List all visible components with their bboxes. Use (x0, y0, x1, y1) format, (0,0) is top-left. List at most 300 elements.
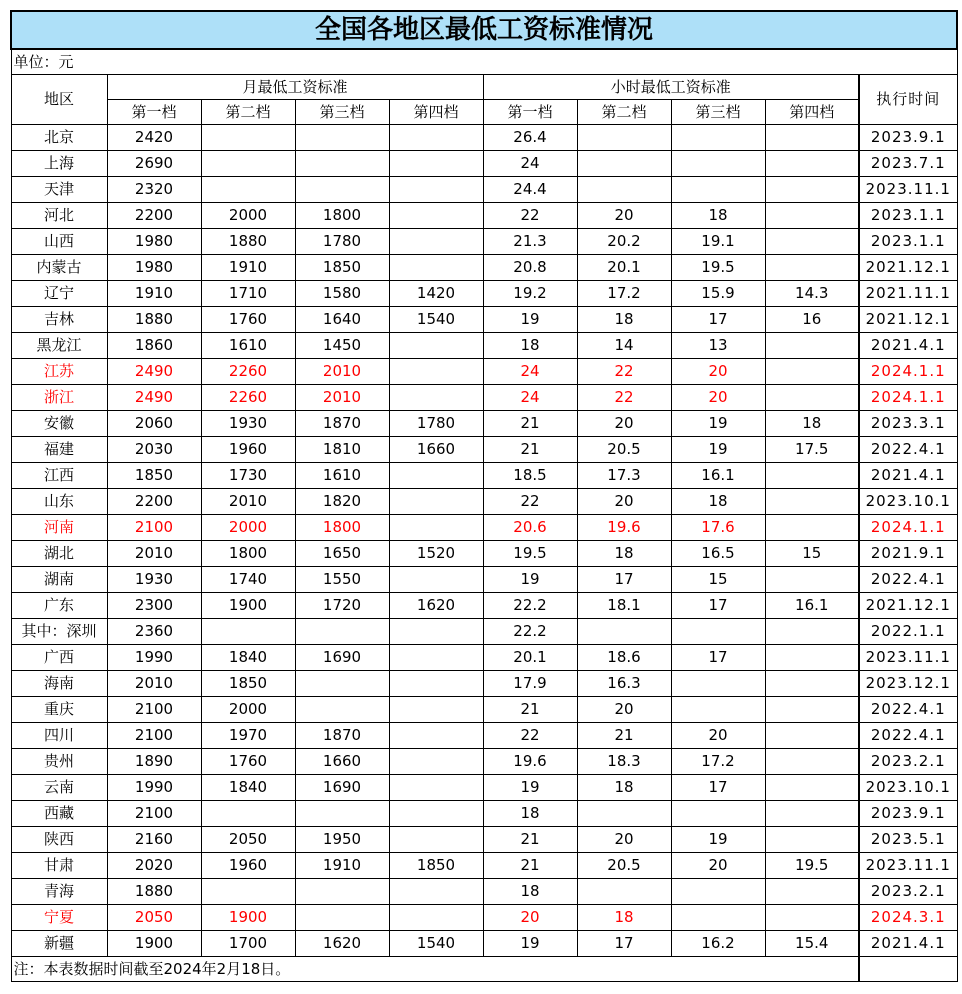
hourly-tier-4-cell: 15 (765, 541, 859, 567)
hourly-tier-3-cell (671, 671, 765, 697)
date-cell: 2023.11.1 (859, 177, 957, 203)
monthly-tier-3-cell: 2010 (295, 359, 389, 385)
region-cell: 新疆 (11, 931, 107, 957)
monthly-tier-2-cell: 2000 (201, 515, 295, 541)
monthly-tier-2-cell: 1930 (201, 411, 295, 437)
note-empty-cell (859, 957, 957, 982)
monthly-tier-1-cell: 1930 (107, 567, 201, 593)
region-cell: 山西 (11, 229, 107, 255)
monthly-tier-3-cell: 1950 (295, 827, 389, 853)
date-cell: 2022.4.1 (859, 723, 957, 749)
table-row (11, 827, 957, 853)
region-cell: 甘肃 (11, 853, 107, 879)
monthly-tier-1-cell: 1880 (107, 307, 201, 333)
monthly-tier-4-cell (389, 151, 483, 177)
hourly-tier-4-cell (765, 463, 859, 489)
monthly-tier-2-cell: 1900 (201, 593, 295, 619)
hourly-tier-1-cell: 24 (483, 151, 577, 177)
region-cell: 广东 (11, 593, 107, 619)
hourly-tier-2-cell: 22 (577, 359, 671, 385)
date-cell: 2023.10.1 (859, 489, 957, 515)
monthly-tier-2-cell: 1910 (201, 255, 295, 281)
monthly-tier-4-cell (389, 697, 483, 723)
hourly-tier-1-cell: 21 (483, 853, 577, 879)
table-row (11, 307, 957, 333)
header-hourly-tier-2: 第二档 (577, 100, 671, 125)
monthly-tier-3-cell: 1810 (295, 437, 389, 463)
monthly-tier-1-cell: 1980 (107, 229, 201, 255)
hourly-tier-4-cell: 16 (765, 307, 859, 333)
region-cell: 其中：深圳 (11, 619, 107, 645)
region-cell: 贵州 (11, 749, 107, 775)
hourly-tier-1-cell: 22.2 (483, 593, 577, 619)
monthly-tier-4-cell (389, 801, 483, 827)
monthly-tier-3-cell: 1910 (295, 853, 389, 879)
unit-label: 单位：元 (11, 49, 957, 75)
date-cell: 2023.11.1 (859, 853, 957, 879)
hourly-tier-4-cell (765, 723, 859, 749)
date-cell: 2023.9.1 (859, 125, 957, 151)
table-row (11, 463, 957, 489)
note-row (11, 957, 957, 982)
monthly-tier-4-cell (389, 385, 483, 411)
hourly-tier-1-cell: 20.6 (483, 515, 577, 541)
table-row (11, 775, 957, 801)
region-cell: 湖北 (11, 541, 107, 567)
header-monthly: 月最低工资标准 (107, 75, 483, 100)
hourly-tier-1-cell: 22 (483, 723, 577, 749)
table-row (11, 749, 957, 775)
header-hourly-tier-1: 第一档 (483, 100, 577, 125)
hourly-tier-3-cell: 18 (671, 203, 765, 229)
monthly-tier-4-cell (389, 827, 483, 853)
hourly-tier-2-cell: 20 (577, 697, 671, 723)
hourly-tier-2-cell: 17 (577, 567, 671, 593)
hourly-tier-3-cell: 19 (671, 827, 765, 853)
region-cell: 湖南 (11, 567, 107, 593)
hourly-tier-4-cell (765, 151, 859, 177)
monthly-tier-3-cell: 1450 (295, 333, 389, 359)
header-hourly: 小时最低工资标准 (483, 75, 859, 100)
date-cell: 2024.1.1 (859, 359, 957, 385)
table-note: 注：本表数据时间截至2024年2月18日。 (11, 957, 859, 982)
hourly-tier-4-cell (765, 879, 859, 905)
hourly-tier-4-cell (765, 229, 859, 255)
monthly-tier-4-cell: 1780 (389, 411, 483, 437)
hourly-tier-3-cell (671, 697, 765, 723)
hourly-tier-1-cell: 21 (483, 411, 577, 437)
hourly-tier-4-cell: 18 (765, 411, 859, 437)
monthly-tier-2-cell: 2000 (201, 697, 295, 723)
monthly-tier-3-cell: 1780 (295, 229, 389, 255)
date-cell: 2021.9.1 (859, 541, 957, 567)
monthly-tier-3-cell: 1870 (295, 411, 389, 437)
monthly-tier-2-cell: 1840 (201, 645, 295, 671)
hourly-tier-3-cell: 17.2 (671, 749, 765, 775)
hourly-tier-3-cell: 19.1 (671, 229, 765, 255)
table-row (11, 203, 957, 229)
hourly-tier-2-cell: 20 (577, 827, 671, 853)
monthly-tier-3-cell: 1650 (295, 541, 389, 567)
hourly-tier-4-cell (765, 619, 859, 645)
monthly-tier-4-cell (389, 125, 483, 151)
hourly-tier-3-cell: 13 (671, 333, 765, 359)
monthly-tier-4-cell (389, 879, 483, 905)
hourly-tier-4-cell (765, 515, 859, 541)
table-row (11, 515, 957, 541)
monthly-tier-4-cell (389, 333, 483, 359)
hourly-tier-2-cell: 18 (577, 307, 671, 333)
region-cell: 江苏 (11, 359, 107, 385)
table-row (11, 359, 957, 385)
monthly-tier-1-cell: 2320 (107, 177, 201, 203)
hourly-tier-4-cell: 15.4 (765, 931, 859, 957)
monthly-tier-3-cell: 1870 (295, 723, 389, 749)
hourly-tier-1-cell: 17.9 (483, 671, 577, 697)
monthly-tier-4-cell: 1520 (389, 541, 483, 567)
monthly-tier-3-cell: 1720 (295, 593, 389, 619)
date-cell: 2021.4.1 (859, 333, 957, 359)
monthly-tier-4-cell (389, 463, 483, 489)
table-row (11, 671, 957, 697)
monthly-tier-4-cell (389, 177, 483, 203)
date-cell: 2023.1.1 (859, 229, 957, 255)
hourly-tier-2-cell: 20.5 (577, 853, 671, 879)
hourly-tier-3-cell (671, 151, 765, 177)
monthly-tier-2-cell: 1710 (201, 281, 295, 307)
table-row (11, 229, 957, 255)
header-region: 地区 (11, 75, 107, 125)
hourly-tier-3-cell: 17.6 (671, 515, 765, 541)
hourly-tier-2-cell: 18 (577, 541, 671, 567)
date-cell: 2023.5.1 (859, 827, 957, 853)
monthly-tier-1-cell: 2160 (107, 827, 201, 853)
monthly-tier-1-cell: 2010 (107, 541, 201, 567)
monthly-tier-3-cell: 1800 (295, 203, 389, 229)
region-cell: 内蒙古 (11, 255, 107, 281)
region-cell: 吉林 (11, 307, 107, 333)
hourly-tier-3-cell: 18 (671, 489, 765, 515)
hourly-tier-2-cell: 18.3 (577, 749, 671, 775)
hourly-tier-4-cell: 14.3 (765, 281, 859, 307)
monthly-tier-2-cell: 2260 (201, 385, 295, 411)
region-cell: 广西 (11, 645, 107, 671)
hourly-tier-3-cell (671, 125, 765, 151)
monthly-tier-4-cell (389, 359, 483, 385)
region-cell: 北京 (11, 125, 107, 151)
monthly-tier-1-cell: 2420 (107, 125, 201, 151)
table-row (11, 333, 957, 359)
region-cell: 河南 (11, 515, 107, 541)
monthly-tier-2-cell: 1610 (201, 333, 295, 359)
table-row (11, 905, 957, 931)
monthly-tier-3-cell: 1690 (295, 775, 389, 801)
hourly-tier-1-cell: 19 (483, 931, 577, 957)
hourly-tier-2-cell: 20 (577, 203, 671, 229)
hourly-tier-3-cell: 19 (671, 411, 765, 437)
hourly-tier-3-cell: 16.5 (671, 541, 765, 567)
hourly-tier-4-cell (765, 801, 859, 827)
header-hourly-tier-4: 第四档 (765, 100, 859, 125)
monthly-tier-4-cell (389, 749, 483, 775)
date-cell: 2023.9.1 (859, 801, 957, 827)
hourly-tier-3-cell: 20 (671, 723, 765, 749)
hourly-tier-4-cell (765, 125, 859, 151)
hourly-tier-3-cell: 15.9 (671, 281, 765, 307)
monthly-tier-1-cell: 1990 (107, 645, 201, 671)
monthly-tier-2-cell (201, 619, 295, 645)
monthly-tier-4-cell (389, 619, 483, 645)
hourly-tier-1-cell: 19.5 (483, 541, 577, 567)
hourly-tier-4-cell: 19.5 (765, 853, 859, 879)
date-cell: 2022.4.1 (859, 697, 957, 723)
hourly-tier-2-cell: 19.6 (577, 515, 671, 541)
table-row (11, 567, 957, 593)
hourly-tier-3-cell (671, 619, 765, 645)
monthly-tier-2-cell (201, 125, 295, 151)
hourly-tier-1-cell: 26.4 (483, 125, 577, 151)
hourly-tier-4-cell (765, 385, 859, 411)
monthly-tier-2-cell: 1740 (201, 567, 295, 593)
monthly-tier-2-cell: 2010 (201, 489, 295, 515)
hourly-tier-3-cell: 17 (671, 307, 765, 333)
header-hourly-tier-3: 第三档 (671, 100, 765, 125)
region-cell: 福建 (11, 437, 107, 463)
hourly-tier-4-cell (765, 697, 859, 723)
hourly-tier-4-cell (765, 905, 859, 931)
monthly-tier-4-cell: 1540 (389, 931, 483, 957)
min-wage-table (10, 10, 958, 982)
region-cell: 安徽 (11, 411, 107, 437)
date-cell: 2023.12.1 (859, 671, 957, 697)
header-monthly-tier-4: 第四档 (389, 100, 483, 125)
date-cell: 2021.12.1 (859, 255, 957, 281)
monthly-tier-4-cell (389, 905, 483, 931)
monthly-tier-3-cell (295, 879, 389, 905)
date-cell: 2023.2.1 (859, 749, 957, 775)
hourly-tier-2-cell: 17.2 (577, 281, 671, 307)
monthly-tier-1-cell: 2100 (107, 697, 201, 723)
monthly-tier-1-cell: 2100 (107, 801, 201, 827)
monthly-tier-4-cell (389, 515, 483, 541)
hourly-tier-1-cell: 24.4 (483, 177, 577, 203)
region-cell: 辽宁 (11, 281, 107, 307)
monthly-tier-3-cell: 1610 (295, 463, 389, 489)
monthly-tier-2-cell: 1760 (201, 749, 295, 775)
region-cell: 青海 (11, 879, 107, 905)
monthly-tier-1-cell: 1860 (107, 333, 201, 359)
monthly-tier-1-cell: 2050 (107, 905, 201, 931)
hourly-tier-2-cell: 14 (577, 333, 671, 359)
monthly-tier-4-cell (389, 645, 483, 671)
hourly-tier-1-cell: 24 (483, 359, 577, 385)
hourly-tier-2-cell (577, 125, 671, 151)
region-cell: 云南 (11, 775, 107, 801)
date-cell: 2023.7.1 (859, 151, 957, 177)
table-row (11, 385, 957, 411)
monthly-tier-1-cell: 1910 (107, 281, 201, 307)
monthly-tier-2-cell: 1850 (201, 671, 295, 697)
monthly-tier-4-cell (389, 723, 483, 749)
monthly-tier-3-cell: 1850 (295, 255, 389, 281)
table-row (11, 177, 957, 203)
monthly-tier-4-cell (389, 229, 483, 255)
monthly-tier-3-cell: 1640 (295, 307, 389, 333)
monthly-tier-3-cell (295, 801, 389, 827)
monthly-tier-3-cell (295, 151, 389, 177)
monthly-tier-3-cell: 1580 (295, 281, 389, 307)
monthly-tier-4-cell (389, 671, 483, 697)
monthly-tier-2-cell: 1970 (201, 723, 295, 749)
hourly-tier-1-cell: 18 (483, 879, 577, 905)
hourly-tier-3-cell: 20 (671, 385, 765, 411)
hourly-tier-4-cell (765, 333, 859, 359)
hourly-tier-2-cell: 22 (577, 385, 671, 411)
monthly-tier-4-cell: 1420 (389, 281, 483, 307)
monthly-tier-3-cell: 1550 (295, 567, 389, 593)
monthly-tier-1-cell: 1880 (107, 879, 201, 905)
monthly-tier-3-cell (295, 619, 389, 645)
hourly-tier-1-cell: 19.6 (483, 749, 577, 775)
table-row (11, 281, 957, 307)
date-cell: 2023.1.1 (859, 203, 957, 229)
hourly-tier-3-cell: 17 (671, 645, 765, 671)
monthly-tier-1-cell: 2100 (107, 515, 201, 541)
hourly-tier-2-cell (577, 619, 671, 645)
hourly-tier-4-cell (765, 827, 859, 853)
table-row (11, 931, 957, 957)
table-title: 全国各地区最低工资标准情况 (11, 11, 957, 49)
hourly-tier-2-cell: 20 (577, 489, 671, 515)
hourly-tier-1-cell: 21 (483, 827, 577, 853)
hourly-tier-3-cell (671, 879, 765, 905)
hourly-tier-2-cell (577, 177, 671, 203)
hourly-tier-3-cell: 16.1 (671, 463, 765, 489)
hourly-tier-2-cell: 20.1 (577, 255, 671, 281)
date-cell: 2023.3.1 (859, 411, 957, 437)
monthly-tier-2-cell: 1900 (201, 905, 295, 931)
date-cell: 2023.11.1 (859, 645, 957, 671)
date-cell: 2021.11.1 (859, 281, 957, 307)
monthly-tier-1-cell: 2690 (107, 151, 201, 177)
monthly-tier-1-cell: 2020 (107, 853, 201, 879)
hourly-tier-4-cell: 17.5 (765, 437, 859, 463)
monthly-tier-1-cell: 1850 (107, 463, 201, 489)
hourly-tier-2-cell: 20 (577, 411, 671, 437)
monthly-tier-2-cell (201, 879, 295, 905)
monthly-tier-3-cell: 1660 (295, 749, 389, 775)
monthly-tier-4-cell (389, 567, 483, 593)
hourly-tier-4-cell (765, 203, 859, 229)
monthly-tier-1-cell: 1890 (107, 749, 201, 775)
hourly-tier-3-cell: 17 (671, 775, 765, 801)
region-cell: 宁夏 (11, 905, 107, 931)
hourly-tier-1-cell: 18 (483, 801, 577, 827)
hourly-tier-1-cell: 20.1 (483, 645, 577, 671)
monthly-tier-2-cell: 1760 (201, 307, 295, 333)
hourly-tier-3-cell: 17 (671, 593, 765, 619)
table-row (11, 437, 957, 463)
header-monthly-tier-3: 第三档 (295, 100, 389, 125)
hourly-tier-1-cell: 19 (483, 567, 577, 593)
hourly-tier-2-cell: 20.5 (577, 437, 671, 463)
hourly-tier-3-cell: 16.2 (671, 931, 765, 957)
hourly-tier-3-cell (671, 905, 765, 931)
monthly-tier-4-cell: 1850 (389, 853, 483, 879)
region-cell: 黑龙江 (11, 333, 107, 359)
hourly-tier-2-cell: 18.1 (577, 593, 671, 619)
hourly-tier-4-cell (765, 567, 859, 593)
date-cell: 2023.10.1 (859, 775, 957, 801)
monthly-tier-2-cell: 1840 (201, 775, 295, 801)
hourly-tier-1-cell: 21.3 (483, 229, 577, 255)
date-cell: 2021.12.1 (859, 307, 957, 333)
table-row (11, 697, 957, 723)
hourly-tier-1-cell: 20 (483, 905, 577, 931)
hourly-tier-1-cell: 22.2 (483, 619, 577, 645)
hourly-tier-3-cell: 20 (671, 853, 765, 879)
hourly-tier-1-cell: 18 (483, 333, 577, 359)
date-cell: 2024.1.1 (859, 515, 957, 541)
monthly-tier-2-cell: 1700 (201, 931, 295, 957)
date-cell: 2023.2.1 (859, 879, 957, 905)
table-row (11, 619, 957, 645)
table-row (11, 125, 957, 151)
table-row (11, 411, 957, 437)
hourly-tier-4-cell (765, 749, 859, 775)
hourly-tier-2-cell: 21 (577, 723, 671, 749)
date-cell: 2024.1.1 (859, 385, 957, 411)
monthly-tier-3-cell: 1820 (295, 489, 389, 515)
hourly-tier-2-cell: 18 (577, 905, 671, 931)
region-cell: 天津 (11, 177, 107, 203)
hourly-tier-4-cell (765, 489, 859, 515)
table-row (11, 593, 957, 619)
monthly-tier-1-cell: 2200 (107, 489, 201, 515)
monthly-tier-2-cell (201, 177, 295, 203)
table-row (11, 151, 957, 177)
monthly-tier-3-cell (295, 125, 389, 151)
hourly-tier-1-cell: 19 (483, 775, 577, 801)
date-cell: 2022.1.1 (859, 619, 957, 645)
monthly-tier-1-cell: 2490 (107, 385, 201, 411)
date-cell: 2024.3.1 (859, 905, 957, 931)
monthly-tier-1-cell: 2060 (107, 411, 201, 437)
hourly-tier-3-cell: 15 (671, 567, 765, 593)
hourly-tier-1-cell: 19.2 (483, 281, 577, 307)
hourly-tier-2-cell: 20.2 (577, 229, 671, 255)
header-monthly-tier-2: 第二档 (201, 100, 295, 125)
region-cell: 重庆 (11, 697, 107, 723)
hourly-tier-2-cell: 18.6 (577, 645, 671, 671)
monthly-tier-3-cell: 1690 (295, 645, 389, 671)
monthly-tier-3-cell: 2010 (295, 385, 389, 411)
hourly-tier-2-cell (577, 801, 671, 827)
header-date: 执行时间 (859, 75, 957, 125)
hourly-tier-4-cell (765, 255, 859, 281)
hourly-tier-2-cell: 17.3 (577, 463, 671, 489)
hourly-tier-1-cell: 18.5 (483, 463, 577, 489)
table-row (11, 541, 957, 567)
monthly-tier-2-cell: 2260 (201, 359, 295, 385)
monthly-tier-4-cell (389, 203, 483, 229)
monthly-tier-4-cell: 1540 (389, 307, 483, 333)
hourly-tier-4-cell (765, 671, 859, 697)
region-cell: 浙江 (11, 385, 107, 411)
monthly-tier-2-cell: 1960 (201, 853, 295, 879)
region-cell: 西藏 (11, 801, 107, 827)
hourly-tier-2-cell (577, 879, 671, 905)
